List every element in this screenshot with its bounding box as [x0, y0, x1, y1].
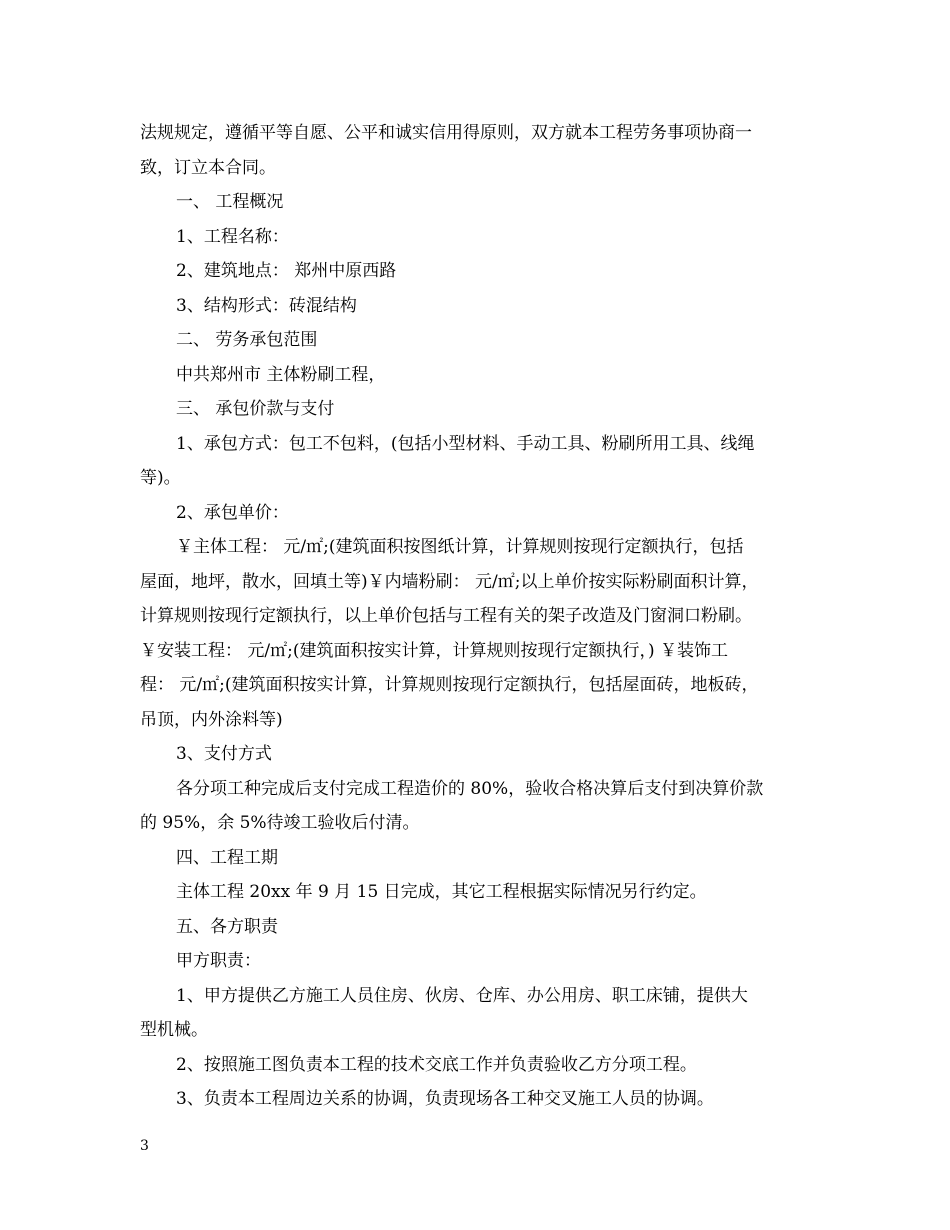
text-line: 1、承包方式：包工不包料，(包括小型材料、手动工具、粉刷所用工具、线绳	[176, 433, 755, 454]
text-line: 主体工程 20xx 年 9 月 15 日完成，其它工程根据实际情况另行约定。	[176, 882, 707, 902]
text-line: 三、 承包价款与支付	[176, 399, 335, 419]
text-line: 吊顶，内外涂料等)	[140, 709, 283, 730]
text-line: 1、甲方提供乙方施工人员住房、伙房、仓库、办公用房、职工床铺，提供大	[176, 985, 748, 1006]
text-line: 的 95%，余 5%待竣工验收后付清。	[140, 813, 420, 833]
text-line: ￥安装工程： 元/㎡;(建筑面积按实计算，计算规则按现行定额执行，) ￥装饰工	[140, 640, 729, 661]
text-line: 1、工程名称：	[176, 226, 289, 247]
text-line: 中共郑州市 主体粉刷工程，	[176, 364, 386, 385]
text-line: 2、承包单价：	[176, 502, 289, 523]
text-line: ￥主体工程： 元/㎡;(建筑面积按图纸计算，计算规则按现行定额执行，包括	[176, 537, 744, 557]
text-line: 各分项工种完成后支付完成工程造价的 80%，验收合格决算后支付到决算价款	[176, 778, 764, 799]
text-line: 等)。	[140, 468, 181, 488]
text-line: 五、各方职责	[176, 916, 278, 937]
text-line: 3、负责本工程周边关系的协调，负责现场各工种交叉施工人员的协调。	[176, 1089, 714, 1109]
text-line: 3、结构形式：砖混结构	[176, 295, 357, 316]
text-line: 甲方职责：	[176, 951, 261, 971]
text-line: 2、按照施工图负责本工程的技术交底工作并负责验收乙方分项工程。	[176, 1054, 697, 1075]
text-line: 2、建筑地点： 郑州中原西路	[176, 261, 397, 281]
contract-body-text	[140, 116, 815, 1117]
text-line: 四、工程工期	[176, 847, 278, 868]
text-line: 一、 工程概况	[176, 192, 284, 212]
text-line: 法规规定，遵循平等自愿、公平和诚实信用得原则，双方就本工程劳务事项协商一	[140, 123, 752, 143]
text-line: 屋面，地坪，散水，回填土等)￥内墙粉刷： 元/㎡;以上单价按实际粉刷面积计算，	[140, 571, 759, 592]
text-line: 程： 元/㎡;(建筑面积按实计算，计算规则按现行定额执行，包括屋面砖，地板砖，	[140, 675, 759, 695]
text-line: 致，订立本合同。	[140, 157, 276, 178]
text-line: 3、支付方式	[176, 744, 272, 764]
text-line: 二、 劳务承包范围	[176, 330, 318, 350]
text-line: 型机械。	[140, 1020, 208, 1040]
text-line: 计算规则按现行定额执行，以上单价包括与工程有关的架子改造及门窗洞口粉刷。	[140, 606, 752, 626]
page-number: 3	[140, 1138, 149, 1154]
